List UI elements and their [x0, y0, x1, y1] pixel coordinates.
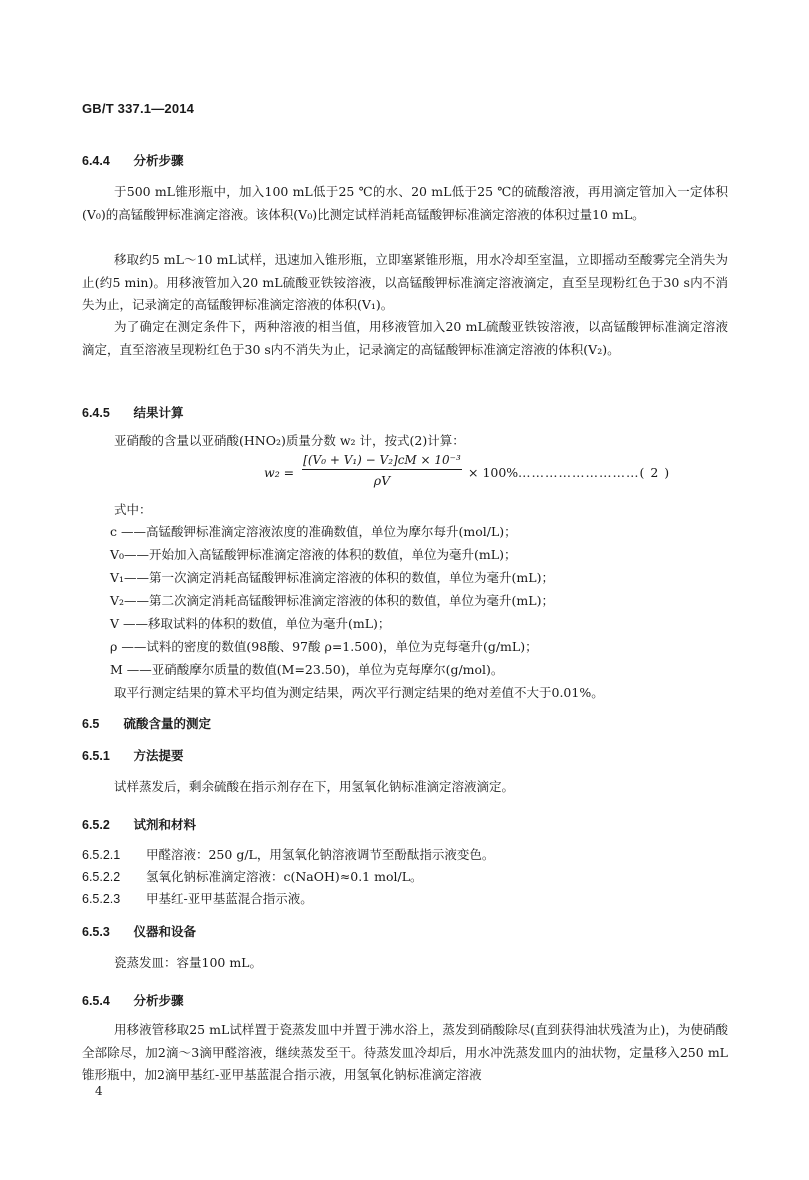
- section-title: 分析步骤: [133, 994, 184, 1008]
- section-heading-6-4-5: [82, 403, 184, 421]
- page-number: 4: [95, 1084, 103, 1098]
- formula-denominator: ρV: [373, 473, 391, 488]
- reagent-number: 6.5.2.1: [82, 848, 121, 862]
- paragraph-sulfuric-procedure: 用移液管移取25 mL试样置于瓷蒸发皿中并置于沸水浴上，蒸发到硝酸除尽(直到获得油状残渣为止)，为使硝酸全部除尽，加2滴～3滴甲醛溶液，继续蒸发至干。待蒸发皿冷却后，用水冲洗蒸发皿内的油状物，定量移入250 mL锥形瓶中，加2滴甲基红-亚甲基蓝混合指示液，用氢氧化钠标准滴定溶液: [82, 1022, 728, 1082]
- definition-item: V₀——开始加入高锰酸钾标准滴定溶液的体积的数值，单位为毫升(mL)；: [110, 547, 517, 562]
- reagent-number: 6.5.2.3: [82, 892, 121, 906]
- section-number: 6.4.4: [82, 154, 110, 168]
- apparatus-text: 瓷蒸发皿：容量100 mL。: [114, 955, 262, 970]
- section-number: 6.5.1: [82, 749, 110, 763]
- section-title: 方法提要: [133, 749, 184, 763]
- section-heading-6-5: [82, 714, 211, 732]
- where-label: 式中：: [114, 502, 152, 517]
- paragraph-procedure-3: 为了确定在测定条件下，两种溶液的相当值，用移液管加入20 mL硫酸亚铁铵溶液，以高锰酸钾标准滴定溶液滴定，直至溶液呈现粉红色于30 s内不消失为止，记录滴定的高锰酸钾标准滴定溶液的体积(V₂)。: [82, 319, 728, 357]
- method-summary: 试样蒸发后，剩余硫酸在指示剂存在下，用氢氧化钠标准滴定溶液滴定。: [114, 779, 515, 794]
- section-heading-6-5-4: [82, 991, 184, 1009]
- formula-2: [264, 453, 734, 493]
- formula-percent: × 100%: [468, 465, 519, 480]
- section-title: 仪器和设备: [133, 925, 196, 939]
- section-number: 6.5.2: [82, 818, 110, 832]
- reagent-text: 氢氧化钠标准滴定溶液：c(NaOH)≈0.1 mol/L。: [145, 869, 423, 884]
- definition-item: V₁——第一次滴定消耗高锰酸钾标准滴定溶液的体积的数值，单位为毫升(mL)；: [110, 570, 554, 585]
- section-heading-6-4-4: [82, 151, 184, 169]
- reagent-text: 甲基红-亚甲基蓝混合指示液。: [145, 891, 313, 906]
- formula-fraction: [302, 453, 462, 488]
- section-title: 试剂和材料: [133, 818, 196, 832]
- reagent-item: [82, 867, 423, 885]
- section-heading-6-5-1: [82, 746, 184, 764]
- section-number: 6.5.4: [82, 994, 110, 1008]
- definition-item: ρ ——试料的密度的数值(98酸、97酸 ρ=1.500)，单位为克每毫升(g/mL)；: [110, 639, 538, 654]
- formula-lhs: w₂ =: [264, 465, 295, 480]
- reagent-item: [82, 845, 494, 863]
- calculation-intro: 亚硝酸的含量以亚硝酸(HNO₂)质量分数 w₂ 计，按式(2)计算：: [114, 433, 465, 448]
- section-number: 6.4.5: [82, 406, 110, 420]
- standard-number-header: GB/T 337.1—2014: [82, 101, 195, 116]
- section-heading-6-5-3: [82, 922, 196, 940]
- definition-item: M ——亚硝酸摩尔质量的数值(M=23.50)，单位为克每摩尔(g/mol)。: [110, 662, 504, 677]
- reagent-item: [82, 889, 313, 907]
- definition-item: V ——移取试料的体积的数值，单位为毫升(mL)；: [110, 616, 391, 631]
- reagent-text: 甲醛溶液：250 g/L，用氢氧化钠溶液调节至酚酞指示液变色。: [145, 847, 495, 862]
- section-title: 结果计算: [133, 406, 184, 420]
- section-number: 6.5.3: [82, 925, 110, 939]
- result-note: 取平行测定结果的算术平均值为测定结果，两次平行测定结果的绝对差值不大于0.01%。: [114, 685, 604, 700]
- section-number: 6.5: [82, 717, 100, 731]
- paragraph-procedure-1: 于500 mL锥形瓶中，加入100 mL低于25 ℃的水、20 mL低于25 ℃的硫酸溶液，再用滴定管加入一定体积(V₀)的高锰酸钾标准滴定溶液。该体积(V₀)比测定试样消耗高锰酸钾标准滴定溶液的体积过量10 mL。: [82, 184, 728, 222]
- section-heading-6-5-2: [82, 815, 196, 833]
- section-title: 分析步骤: [133, 154, 184, 168]
- definition-item: V₂——第二次滴定消耗高锰酸钾标准滴定溶液的体积的数值，单位为毫升(mL)；: [110, 593, 554, 608]
- formula-numerator: [(V₀ + V₁) − V₂]cM × 10⁻³: [302, 453, 462, 470]
- equation-number: ………………………( 2 ): [518, 465, 671, 480]
- paragraph-procedure-2: 移取约5 mL～10 mL试样，迅速加入锥形瓶，立即塞紧锥形瓶，用水冷却至室温，立即摇动至酸雾完全消失为止(约5 min)。用移液管加入20 mL硫酸亚铁铵溶液，以高锰酸钾标准滴定溶液滴定，直至呈现粉红色于30 s内不消失为止，记录滴定的高锰酸钾标准滴定溶液的体积(V₁)。: [82, 252, 728, 312]
- reagent-number: 6.5.2.2: [82, 870, 121, 884]
- definition-item: c ——高锰酸钾标准滴定溶液浓度的准确数值，单位为摩尔每升(mol/L)；: [110, 524, 517, 539]
- section-title: 硫酸含量的测定: [123, 717, 211, 731]
